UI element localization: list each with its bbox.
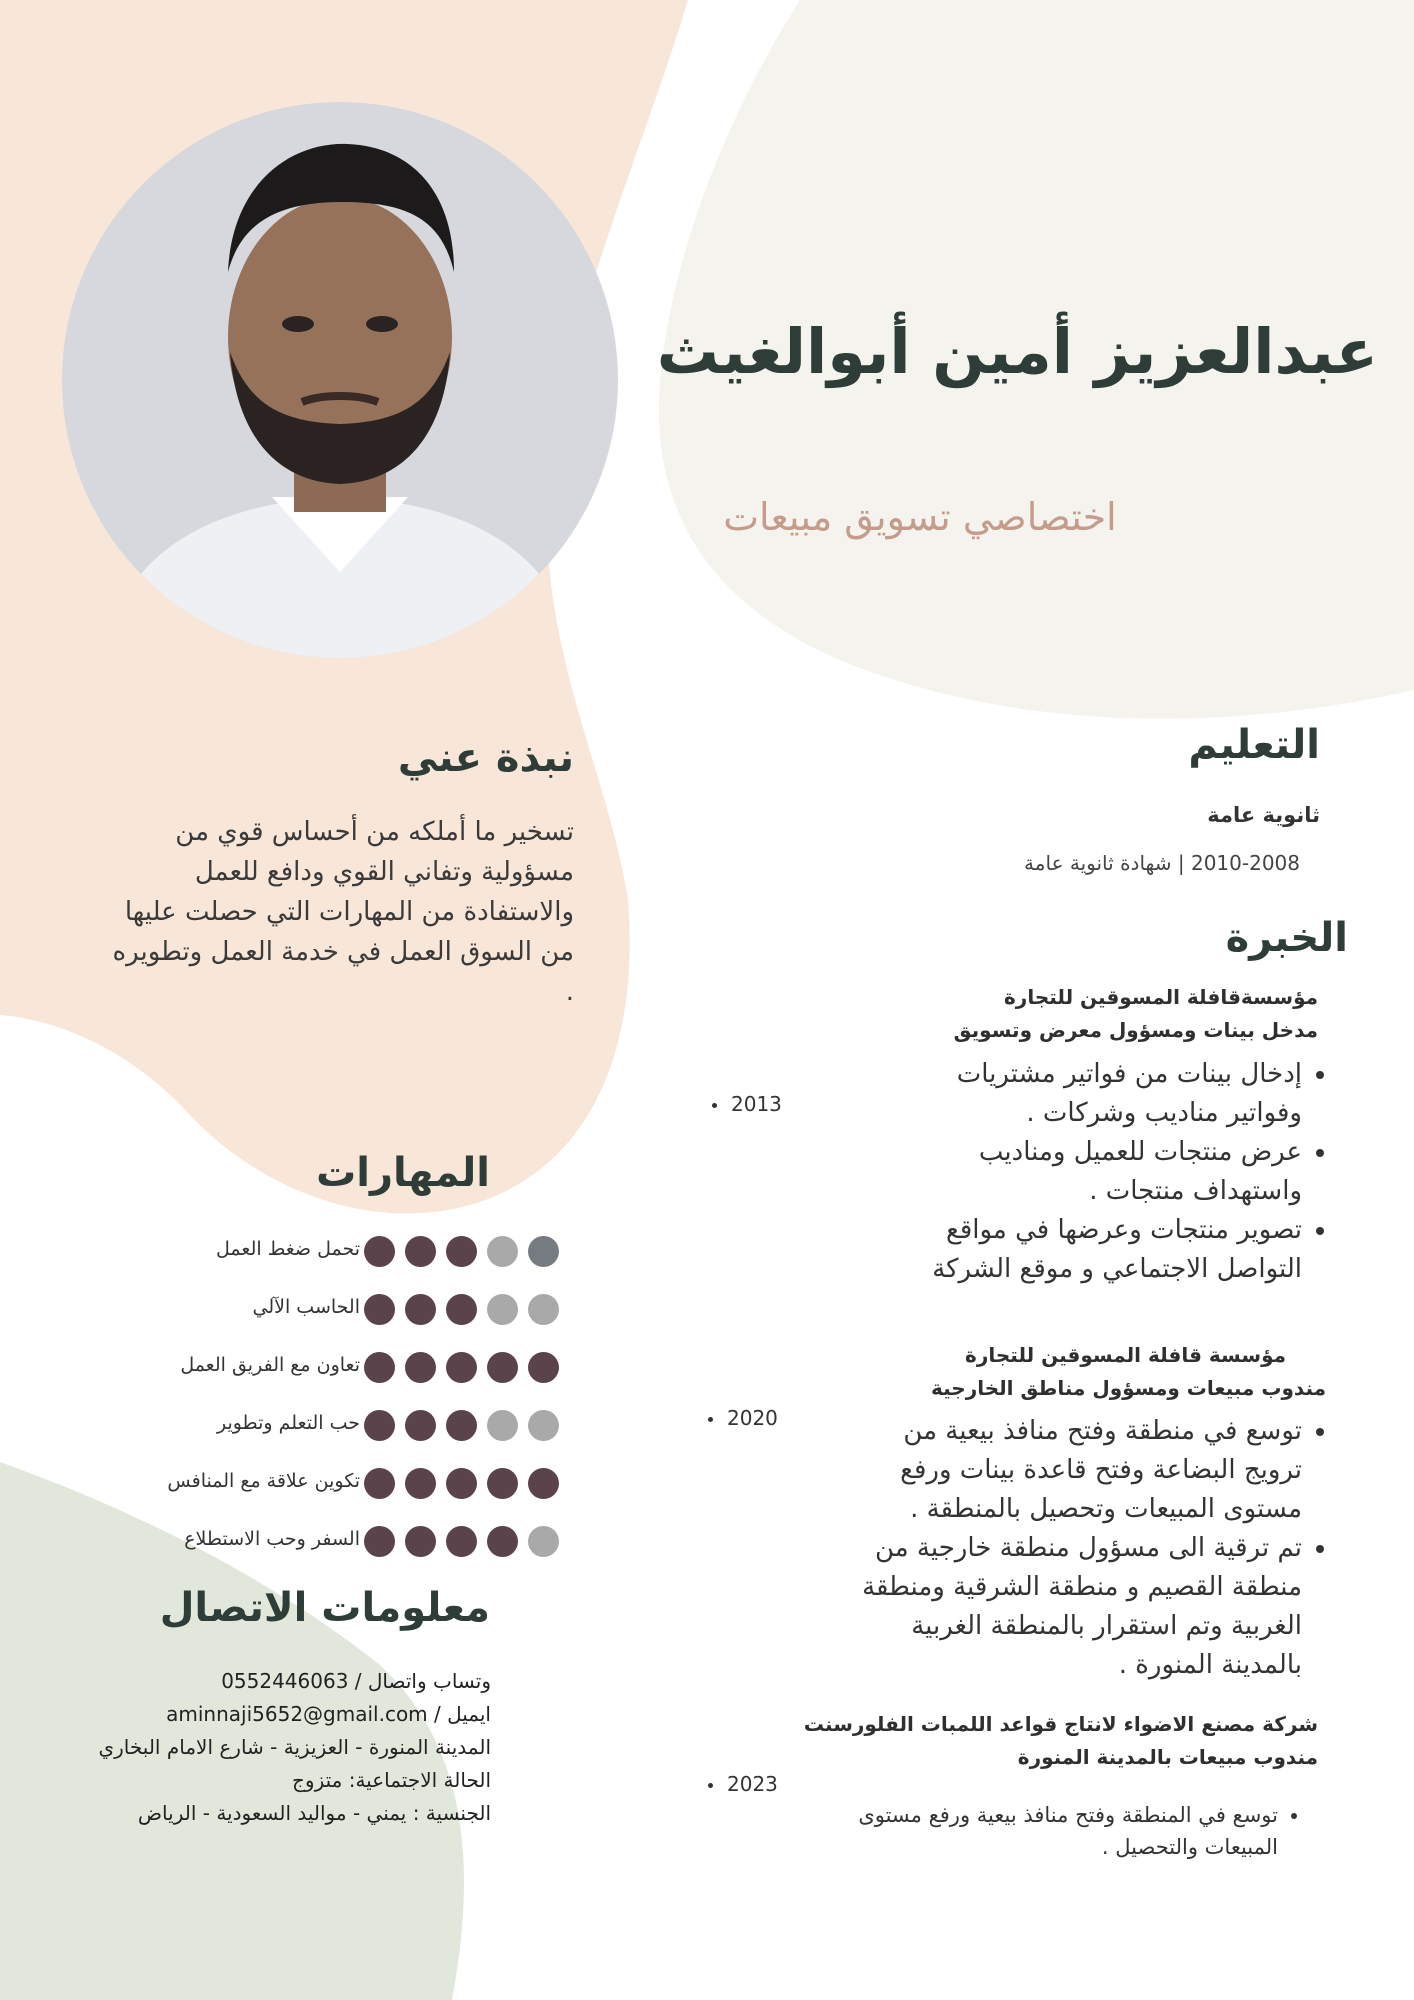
skill-dot-empty (528, 1294, 559, 1325)
contact-nationality: الجنسية : يمني - مواليد السعودية - الرياض (137, 1801, 491, 1825)
job-1-year: 2013 (712, 1092, 782, 1116)
contact-address: المدينة المنورة - العزيزية - شارع الامام البخاري (98, 1735, 491, 1759)
job-3-role: مندوب مبيعات بالمدينة المنورة (1017, 1745, 1318, 1769)
skill-row (130, 1522, 570, 1562)
skill-level-dots (364, 1352, 559, 1384)
skill-dot-filled (364, 1526, 395, 1557)
job-3-company: شركة مصنع الاضواء لانتاج قواعد اللمبات الفلورسنت (803, 1712, 1318, 1736)
skill-dot-empty (487, 1294, 518, 1325)
job-1-company: مؤسسةقافلة المسوقين للتجارة (1004, 985, 1318, 1009)
list-item: • توسع في المنطقة وفتح منافذ بيعية ورفع مستوى المبيعات والتحصيل . (858, 1799, 1278, 1863)
contact-email: ايميل / aminnaji5652@gmail.com (166, 1702, 491, 1726)
job-title: اختصاصي تسويق مبيعات (723, 495, 1117, 539)
bullet-dot (708, 1417, 713, 1422)
bullet-dot (708, 1783, 713, 1788)
skill-label: السفر وحب الاستطلاع (184, 1528, 360, 1550)
job-2-role: مندوب مبيعات ومسؤول مناطق الخارجية (930, 1376, 1326, 1400)
bullet-dot (712, 1103, 717, 1108)
skill-dot-filled (405, 1526, 436, 1557)
skill-dot-filled (364, 1236, 395, 1267)
contact-heading: معلومات الاتصال (159, 1585, 490, 1631)
job-2-year: 2020 (708, 1406, 778, 1430)
skill-dot-filled (405, 1352, 436, 1383)
skills-heading: المهارات (316, 1150, 490, 1196)
skill-label: تكوين علاقة مع المنافس (167, 1470, 360, 1492)
skill-dot-empty (528, 1526, 559, 1557)
skill-dot-filled (446, 1236, 477, 1267)
job-3-year: 2023 (708, 1772, 778, 1796)
candidate-name: عبدالعزيز أمين أبوالغيث (656, 315, 1378, 388)
skill-label: الحاسب الآلي (252, 1296, 360, 1318)
skill-dot-filled (528, 1468, 559, 1499)
skill-dot-filled (446, 1526, 477, 1557)
education-degree: ثانوية عامة (1207, 803, 1320, 827)
list-item: • إدخال بينات من فواتير مشتريات وفواتير مناديب وشركات . (882, 1055, 1302, 1133)
skill-dot-filled (446, 1410, 477, 1441)
skill-level-dots (364, 1294, 559, 1326)
skill-dot-filled (364, 1294, 395, 1325)
about-heading: نبذة عني (397, 735, 574, 781)
skill-dot-filled (487, 1526, 518, 1557)
skill-level-dots (364, 1468, 559, 1500)
skill-dot-filled (364, 1352, 395, 1383)
skill-dot-empty (487, 1236, 518, 1267)
experience-heading: الخبرة (1225, 915, 1348, 961)
skill-row (130, 1232, 570, 1272)
list-item: • تم ترقية الى مسؤول منطقة خارجية من منطقة القصيم و منطقة الشرقية ومنطقة الغربية وتم استقرار بالمنطقة الغربية بالمدينة المنورة . (854, 1529, 1302, 1685)
skill-label: تعاون مع الفريق العمل (180, 1354, 360, 1376)
about-text: تسخير ما أملكه من أحساس قوي من مسؤولية وتفاني القوي ودافع للعمل والاستفادة من المهارات التي حصلت عليها من السوق العمل في خدمة العمل وتطويره . (112, 817, 574, 1007)
job-3-bullets (858, 1799, 1304, 1863)
skill-level-dots (364, 1236, 559, 1268)
education-heading: التعليم (1188, 722, 1320, 768)
skill-level-dots (364, 1526, 559, 1558)
list-item: • توسع في منطقة وفتح منافذ بيعية من ترويج البضاعة وفتح قاعدة بينات ورفع مستوى المبيعات وتحصيل بالمنطقة . (854, 1412, 1302, 1529)
skill-dot-filled (446, 1352, 477, 1383)
profile-photo (62, 102, 618, 658)
skill-dot-empty (528, 1236, 559, 1267)
skill-dot-filled (487, 1468, 518, 1499)
skill-dot-filled (405, 1468, 436, 1499)
skill-dot-filled (446, 1294, 477, 1325)
list-item: • تصوير منتجات وعرضها في مواقع التواصل الاجتماعي و موقع الشركة (882, 1211, 1302, 1289)
skill-level-dots (364, 1410, 559, 1442)
skill-dot-empty (528, 1410, 559, 1441)
job-2-bullets (854, 1412, 1328, 1685)
avatar (62, 102, 618, 658)
contact-marital-status: الحالة الاجتماعية: متزوج (292, 1768, 491, 1792)
skill-row (130, 1464, 570, 1504)
skill-row (130, 1290, 570, 1330)
contact-list (0, 1665, 491, 1830)
skill-dot-filled (364, 1410, 395, 1441)
skill-dot-empty (487, 1410, 518, 1441)
education-detail: 2010-2008 | شهادة ثانوية عامة (1024, 851, 1300, 875)
job-1-bullets (882, 1055, 1328, 1289)
job-2-company: مؤسسة قافلة المسوقين للتجارة (965, 1343, 1286, 1367)
contact-phone: وتساب واتصال / 0552446063 (221, 1669, 491, 1693)
skill-dot-filled (487, 1352, 518, 1383)
skill-row (130, 1348, 570, 1388)
list-item: • عرض منتجات للعميل ومناديب واستهداف منتجات . (882, 1133, 1302, 1211)
job-1-role: مدخل بينات ومسؤول معرض وتسويق (953, 1018, 1318, 1042)
skill-dot-filled (405, 1236, 436, 1267)
skill-label: حب التعلم وتطوير (216, 1412, 360, 1434)
skill-dot-filled (405, 1294, 436, 1325)
skill-label: تحمل ضغط العمل (216, 1238, 360, 1260)
skill-dot-filled (446, 1468, 477, 1499)
skill-dot-filled (364, 1468, 395, 1499)
skill-dot-filled (528, 1352, 559, 1383)
skill-row (130, 1406, 570, 1446)
skill-dot-filled (405, 1410, 436, 1441)
